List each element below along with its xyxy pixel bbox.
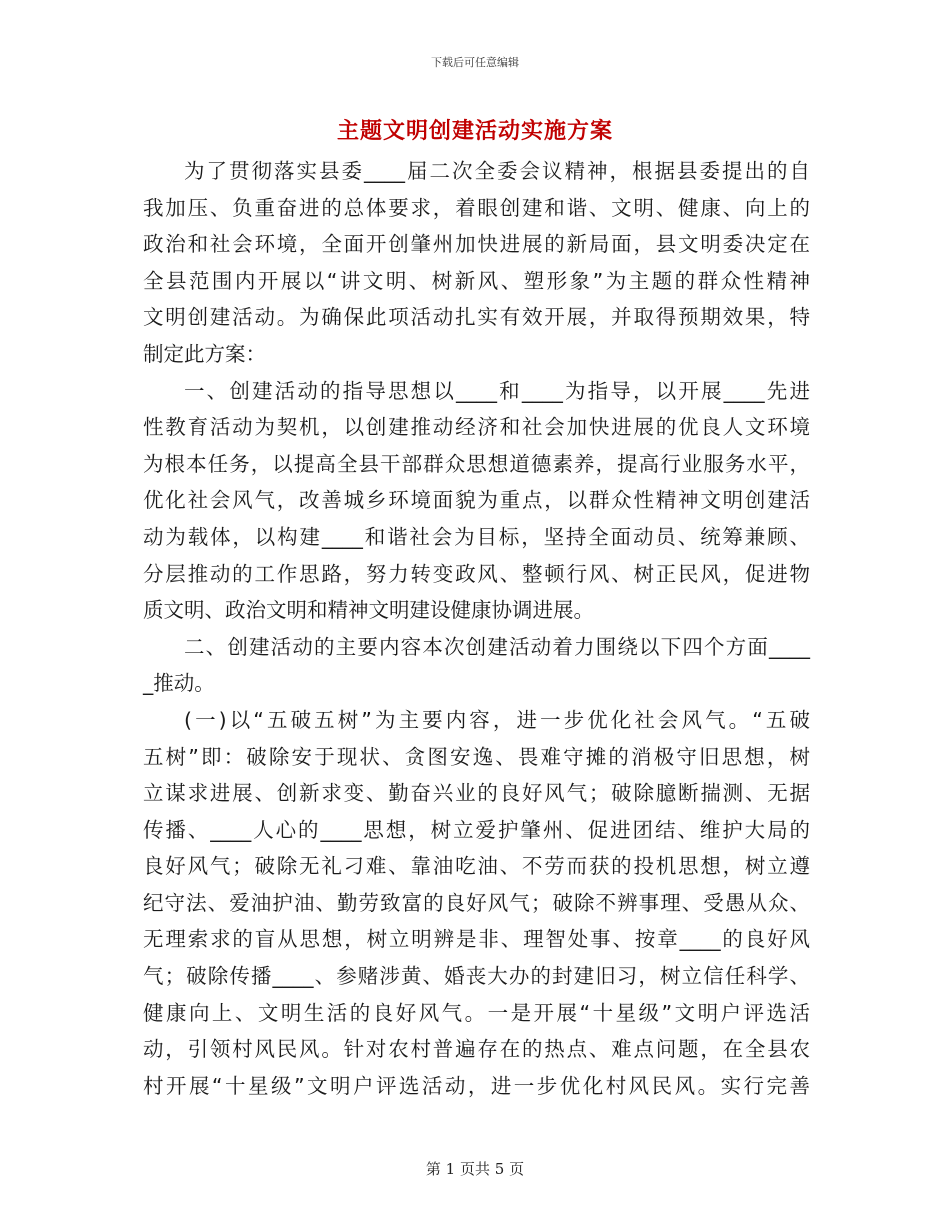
section-heading-line: 一、创建活动的指导思想以____和____为指导，以开展____先进 — [184, 378, 810, 403]
paragraph-line: 无理索求的盲从思想，树立明辨是非、理智处事、按章____的良好风 — [143, 927, 810, 952]
section-heading-line: 二、创建活动的主要内容本次创建活动着力围绕以下四个方面____ — [184, 634, 810, 659]
paragraph-line: 优化社会风气，改善城乡环境面貌为重点，以群众性精神文明创建活 — [143, 488, 810, 513]
paragraph-line: 质文明、政治文明和精神文明建设健康协调进展。 — [143, 598, 594, 623]
paragraph-line: 分层推动的工作思路，努力转变政风、整顿行风、树正民风，促进物 — [143, 561, 810, 586]
page-footer: 第 1 页共 5 页 — [425, 1160, 525, 1178]
paragraph-line: 政治和社会环境，全面开创肇州加快进展的新局面，县文明委决定在 — [143, 232, 810, 257]
paragraph-line: 全县范围内开展以“讲文明、树新风、塑形象”为主题的群众性精神 — [143, 268, 810, 293]
paragraph-line: 村开展“十星级”文明户评选活动，进一步优化村风民风。实行完善 — [143, 1073, 810, 1098]
paragraph-line: 健康向上、文明生活的良好风气。一是开展“十星级”文明户评选活 — [143, 1000, 810, 1025]
paragraph-line: 我加压、负重奋进的总体要求，着眼创建和谐、文明、健康、向上的 — [143, 195, 810, 220]
paragraph-line: 气；破除传播____、参赌涉黄、婚丧大办的封建旧习，树立信任科学、 — [143, 964, 810, 989]
document-title: 主题文明创建活动实施方案 — [336, 119, 613, 144]
paragraph-line: 五树”即：破除安于现状、贪图安逸、畏难守摊的消极守旧思想，树 — [143, 744, 810, 769]
header-note: 下载后可任意编辑 — [431, 56, 519, 69]
paragraph-line: 动为载体，以构建____和谐社会为目标，坚持全面动员、统筹兼顾、 — [143, 524, 810, 549]
paragraph-line: 传播、____人心的____思想，树立爱护肇州、促进团结、维护大局的 — [143, 817, 810, 842]
paragraph-line: 纪守法、爱油护油、勤劳致富的良好风气；破除不辨事理、受愚从众、 — [143, 890, 810, 915]
document-body — [143, 153, 810, 1104]
paragraph-line: 立谋求进展、创新求变、勤奋兴业的良好风气；破除臆断揣测、无据 — [143, 781, 810, 806]
paragraph-line: 文明创建活动。为确保此项活动扎实有效开展，并取得预期效果，特 — [143, 305, 810, 330]
paragraph-line: 为根本任务，以提高全县干部群众思想道德素养，提高行业服务水平， — [143, 451, 810, 476]
paragraph-line: 制定此方案： — [143, 341, 266, 366]
paragraph-line: 动，引领村风民风。针对农村普遍存在的热点、难点问题，在全县农 — [143, 1037, 810, 1062]
paragraph-line: 良好风气；破除无礼刁难、靠油吃油、不劳而获的投机思想，树立遵 — [143, 854, 810, 879]
paragraph-line: 为了贯彻落实县委____届二次全委会议精神，根据县委提出的自 — [184, 159, 810, 183]
subsection-line: (一)以“五破五树”为主要内容，进一步优化社会风气。“五破 — [184, 707, 810, 732]
paragraph-line: _推动。 — [143, 671, 215, 696]
paragraph-line: 性教育活动为契机，以创建推动经济和社会加快进展的优良人文环境 — [143, 415, 810, 440]
